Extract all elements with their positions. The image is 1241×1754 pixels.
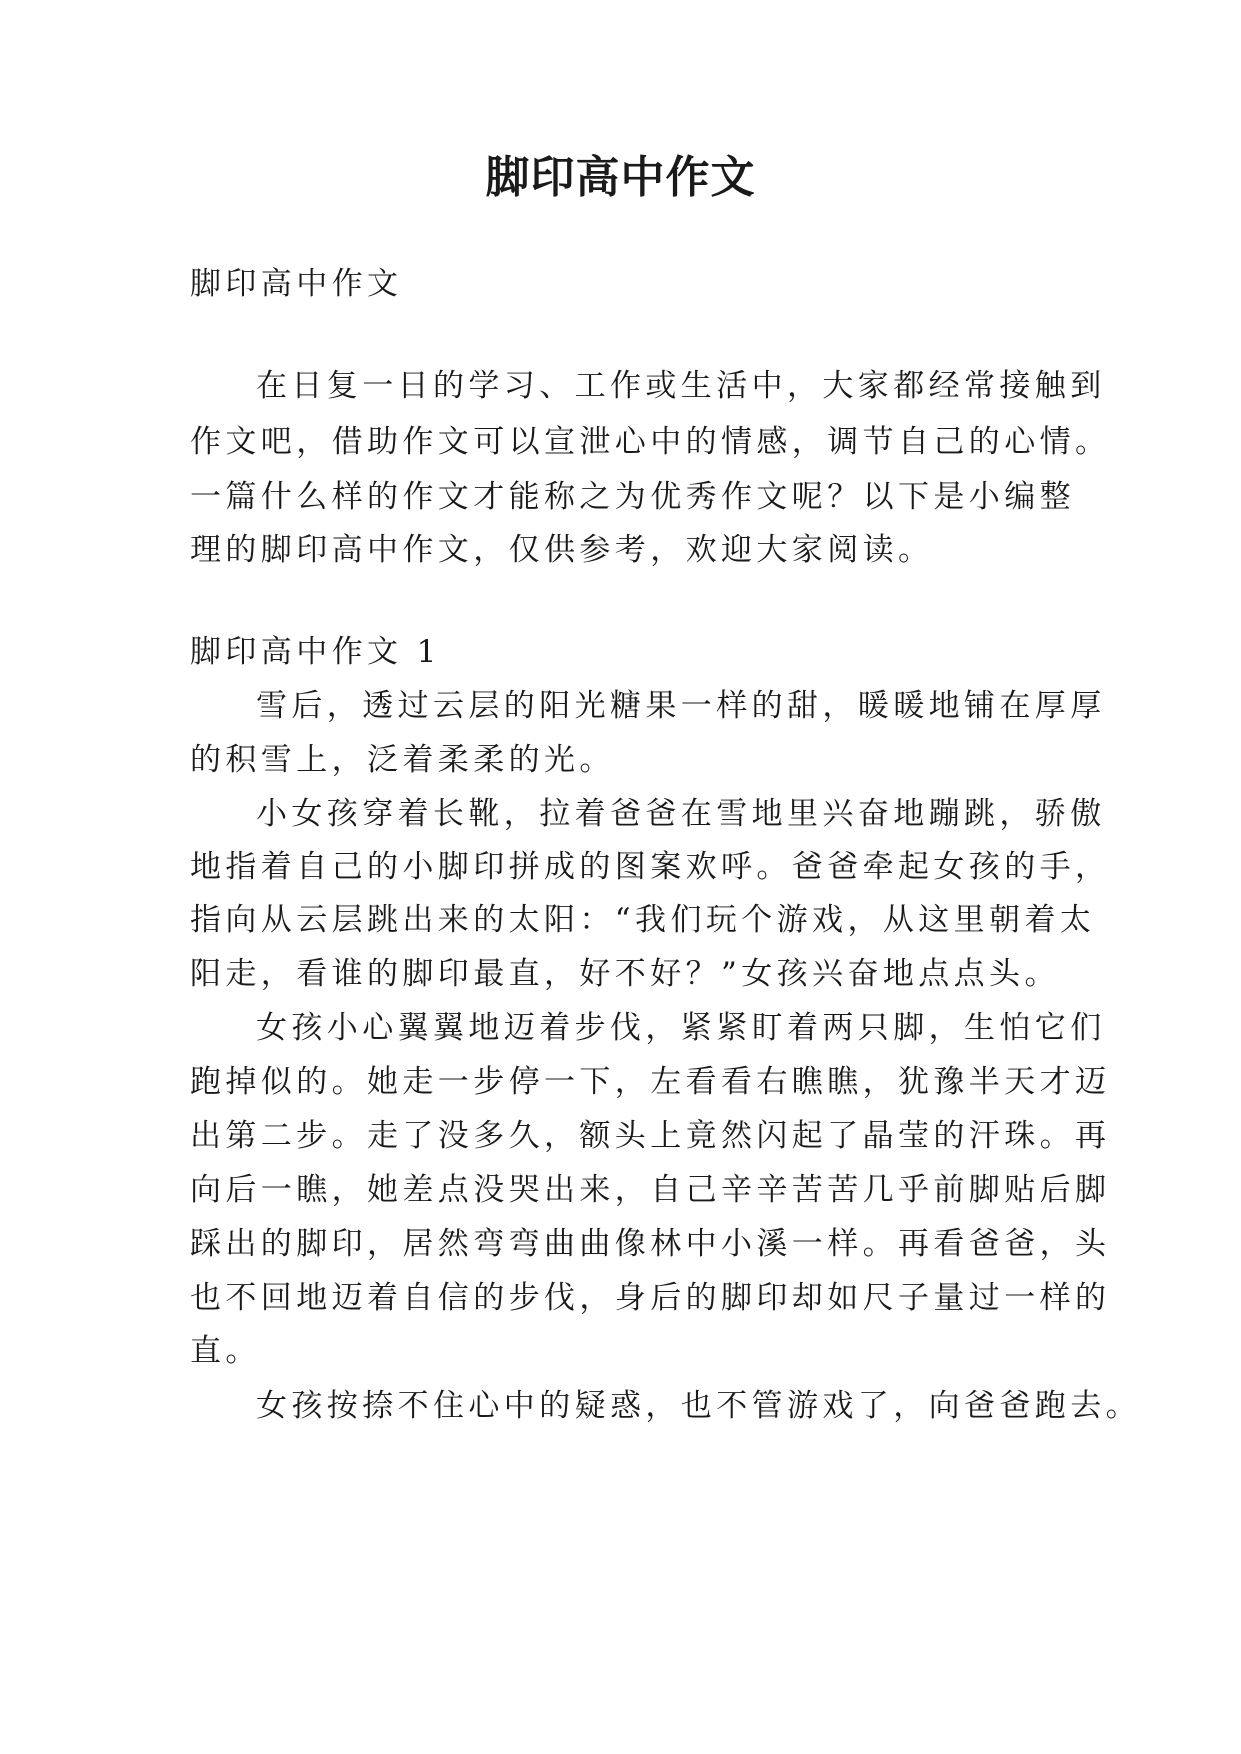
paragraph-line: 指向从云层跳出来的太阳：“我们玩个游戏，从这里朝着太 xyxy=(190,902,1096,938)
paragraph-line: 的积雪上，泛着柔柔的光。 xyxy=(190,742,615,778)
intro-line-3: 一篇什么样的作文才能称之为优秀作文呢？以下是小编整 xyxy=(190,479,1075,515)
paragraph-line: 跑掉似的。她走一步停一下，左看看右瞧瞧，犹豫半天才迈 xyxy=(190,1064,1111,1100)
paragraph-line: 女孩小心翼翼地迈着步伐，紧紧盯着两只脚，生怕它们 xyxy=(256,1010,1106,1046)
intro-line-4: 理的脚印高中作文，仅供参考，欢迎大家阅读。 xyxy=(190,532,934,568)
paragraph-line: 出第二步。走了没多久，额头上竟然闪起了晶莹的汗珠。再 xyxy=(190,1118,1111,1154)
subtitle: 脚印高中作文 xyxy=(190,266,403,302)
intro-line-1: 在日复一日的学习、工作或生活中，大家都经常接触到 xyxy=(256,368,1106,404)
paragraph-line: 雪后，透过云层的阳光糖果一样的甜，暖暖地铺在厚厚 xyxy=(256,688,1106,724)
paragraph-line: 小女孩穿着长靴，拉着爸爸在雪地里兴奋地蹦跳，骄傲 xyxy=(256,796,1106,832)
intro-line-2: 作文吧，借助作文可以宣泄心中的情感，调节自己的心情。 xyxy=(190,424,1111,460)
paragraph-line: 阳走，看谁的脚印最直，好不好？”女孩兴奋地点点头。 xyxy=(190,956,1060,992)
paragraph-line: 也不回地迈着自信的步伐，身后的脚印却如尺子量过一样的 xyxy=(190,1280,1111,1316)
paragraph-line: 踩出的脚印，居然弯弯曲曲像林中小溪一样。再看爸爸，头 xyxy=(190,1226,1111,1262)
paragraph-line: 女孩按捺不住心中的疑惑，也不管游戏了，向爸爸跑去。 xyxy=(256,1388,1141,1424)
paragraph-line: 直。 xyxy=(190,1333,261,1369)
document-title: 脚印高中作文 xyxy=(485,152,756,203)
section-heading: 脚印高中作文 1 xyxy=(190,634,441,670)
paragraph-line: 向后一瞧，她差点没哭出来，自己辛辛苦苦几乎前脚贴后脚 xyxy=(190,1172,1111,1208)
paragraph-line: 地指着自己的小脚印拼成的图案欢呼。爸爸牵起女孩的手， xyxy=(190,849,1111,885)
